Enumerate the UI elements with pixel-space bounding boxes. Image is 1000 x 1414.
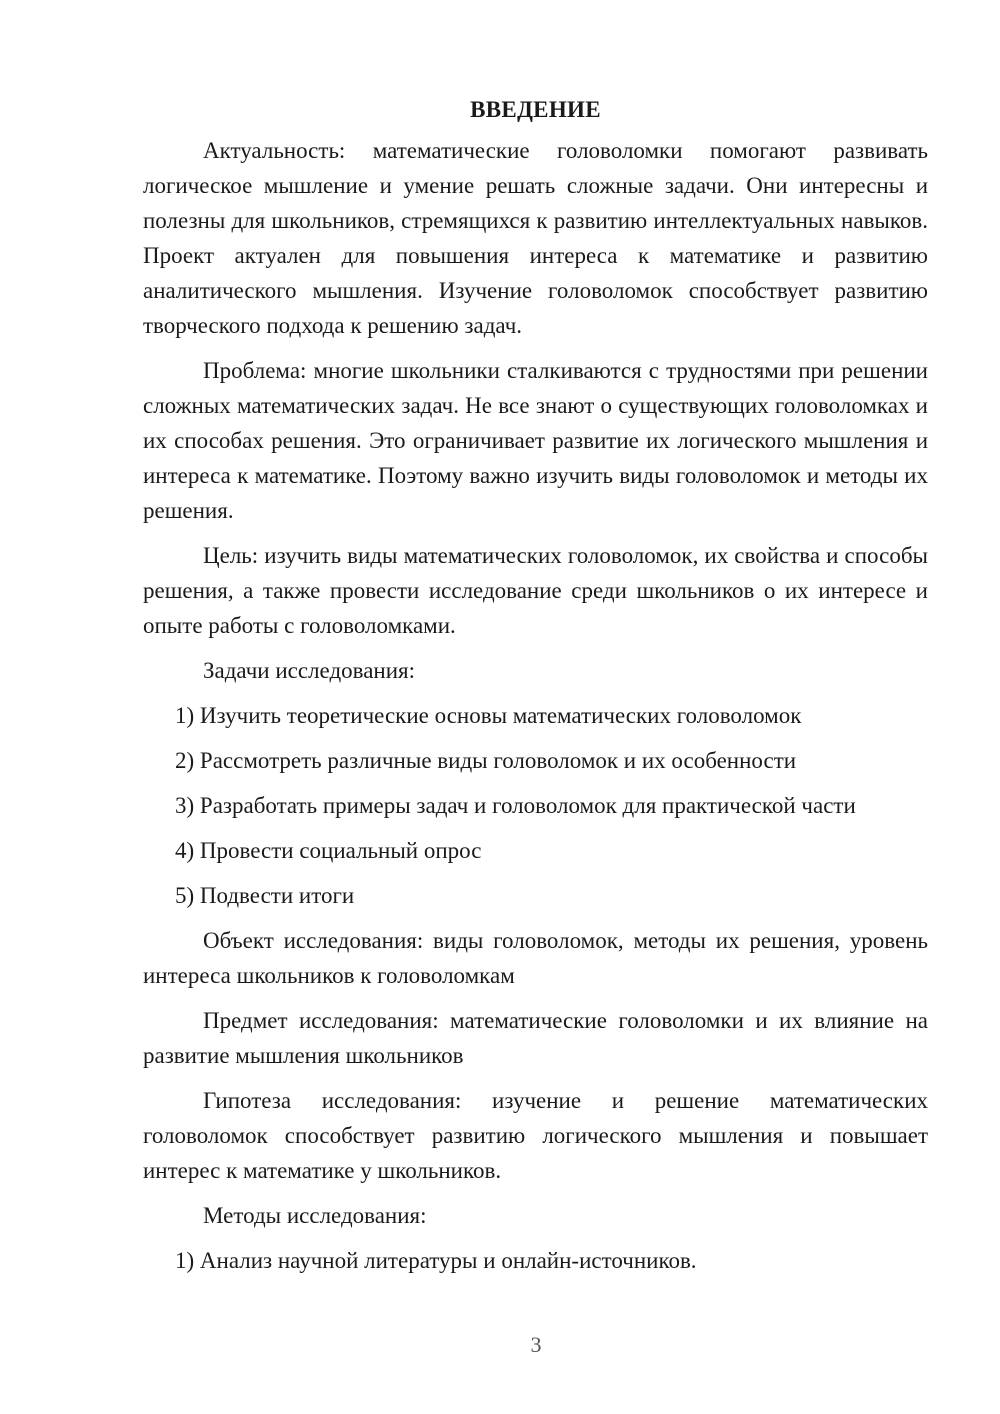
subject-paragraph: Предмет исследования: математические головоломки и их влияние на развитие мышления школьников [143,1008,928,1068]
list-item: 1) Изучить теоретические основы математических головоломок [175,703,802,728]
page-number: 3 [530,1332,542,1357]
list-item: 1) Анализ научной литературы и онлайн-источников. [175,1248,697,1273]
methods-title: Методы исследования: [203,1203,427,1228]
page-content [143,92,928,1288]
list-item: 5) Подвести итоги [175,883,355,908]
problem-paragraph: Проблема: многие школьники сталкиваются с трудностями при решении сложных математических задач. Не все знают о существующих головоломках и их способах решения. Это ограничивает развитие их логического мышления и интереса к математике. Поэтому важно изучить виды головоломок и методы их решения. [143,358,928,523]
methods-list [143,1243,928,1278]
list-item: 3) Разработать примеры задач и головоломок для практической части [175,793,856,818]
hypothesis-paragraph: Гипотеза исследования: изучение и решение математических головоломок способствует развитию логического мышления и повышает интерес к математике у школьников. [143,1088,928,1183]
list-item: 2) Рассмотреть различные виды головоломок и их особенности [175,748,797,773]
goal-paragraph: Цель: изучить виды математических головоломок, их свойства и способы решения, а также провести исследование среди школьников о их интересе и опыте работы с головоломками. [143,543,928,638]
section-heading: ВВЕДЕНИЕ [470,97,601,122]
tasks-list [143,698,928,913]
object-paragraph: Объект исследования: виды головоломок, методы их решения, уровень интереса школьников к головоломкам [143,928,928,988]
list-item: 4) Провести социальный опрос [175,838,482,863]
relevance-paragraph: Актуальность: математические головоломки помогают развивать логическое мышление и умение решать сложные задачи. Они интересны и полезны для школьников, стремящихся к развитию интеллектуальных навыков. Проект актуален для повышения интереса к математике и развитию аналитического мышления. Изучение головоломок способствует развитию творческого подхода к решению задач. [143,138,928,338]
tasks-title: Задачи исследования: [203,658,416,683]
